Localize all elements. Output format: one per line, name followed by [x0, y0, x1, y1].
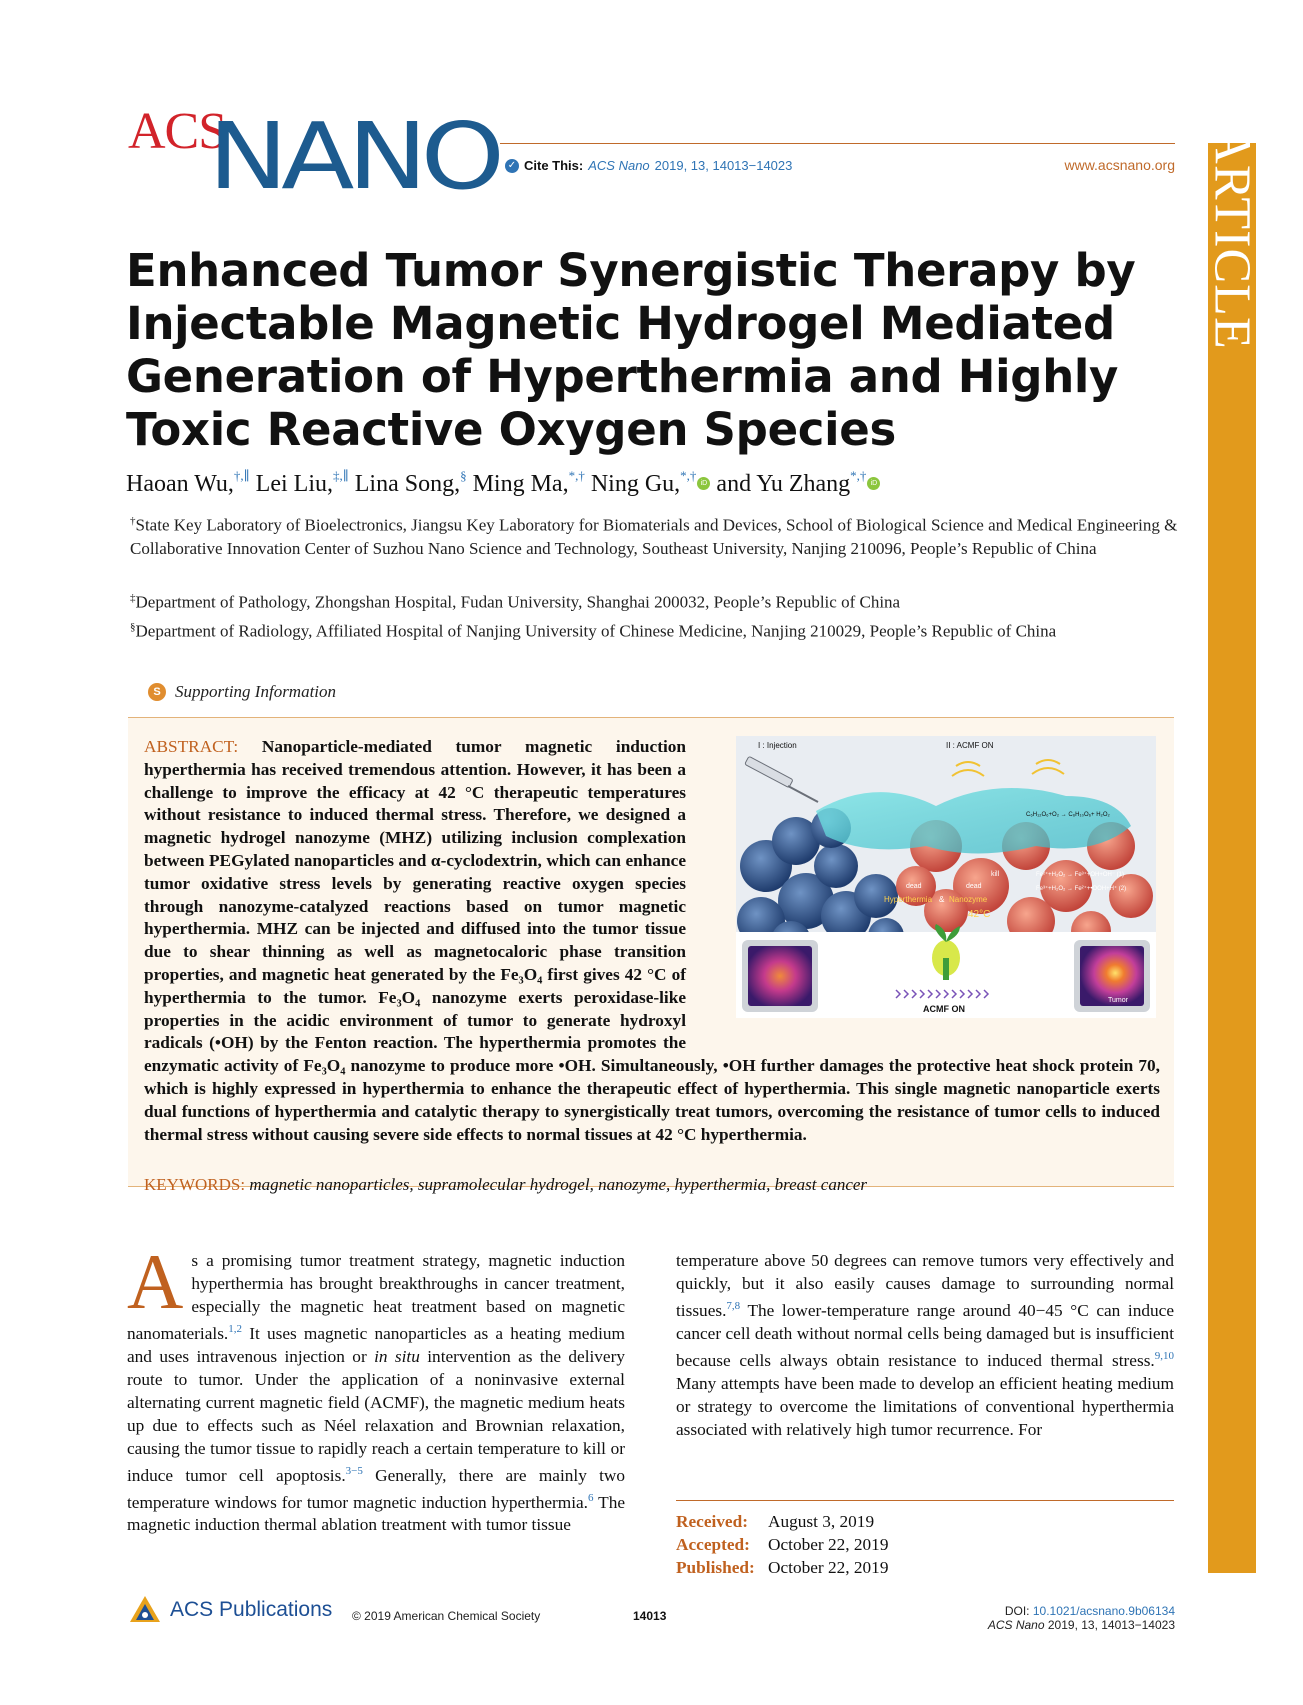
- date-label: Published:: [676, 1558, 755, 1577]
- body-text: intervention as the delivery route to tumor. Under the application of a noninvasive external alternating current magnetic field (ACMF), the magnetic medium heats up due to effects such as Néel relaxation and Brownian relaxation, causing the tumor tissue to rapidly reach a certain temperature to kill or induce tumor cell apoptosis.: [127, 1346, 625, 1485]
- affiliation-1: [130, 510, 1180, 560]
- abstract-graphic[interactable]: [736, 736, 1156, 1018]
- figure-label-acmf-on: ACMF ON: [923, 1004, 965, 1014]
- supporting-info-label[interactable]: Supporting Information: [175, 682, 337, 701]
- figure-equation-glucose: C₆H₁₂O₆+O₂ → C₆H₁₀O₆+ H₂O₂: [1026, 812, 1110, 818]
- article-dates: [676, 1510, 888, 1579]
- author-affiliation-mark[interactable]: *,†: [568, 468, 585, 483]
- acs-seal-icon: [128, 1594, 162, 1626]
- fe3o4-formula: Fe₃O₄: [500, 964, 543, 984]
- body-text: It uses magnetic nanoparticles as a heating medium and uses intravenous injection or: [127, 1323, 625, 1366]
- abstract-p1: Nanoparticle-mediated tumor magnetic induction hyperthermia has received tremendous attention. However, it has been a challenge to improve the efficacy at 42 °C therapeutic temperatures without resistance to induced thermal stress. Therefore, we designed a magnetic hydrogel nanozyme (MHZ) utilizing inclusion complexation between PEGylated nanoparticles and α-cyclodextrin, which can enhance tumor oxidative stress levels by generating reactive oxygen species through nanozyme-catalyzed reactions based on tumor magnetic hyperthermia. MHZ can be injected and diffused into the tumor tissue due to shear thinning as well as magnetocaloric phase transition properties, and magnetic heat generated by the: [144, 737, 687, 984]
- doi-link[interactable]: 10.1021/acsnano.9b06134: [1032, 1604, 1175, 1618]
- date-value: October 22, 2019: [768, 1558, 889, 1577]
- figure-label-dead: dead: [906, 883, 922, 890]
- author-affiliation-mark[interactable]: †,∥: [233, 468, 250, 483]
- reference-link[interactable]: 3−5: [345, 1464, 363, 1477]
- doi-block: [988, 1604, 1175, 1632]
- date-label: Received:: [676, 1512, 748, 1531]
- cite-journal[interactable]: ACS Nano: [588, 158, 650, 173]
- author-affiliation-mark[interactable]: §: [460, 468, 467, 483]
- paper-title: Enhanced Tumor Synergistic Therapy by Injectable Magnetic Hydrogel Mediated Generation of Hyperthermia and Highly Toxic Reactive Oxygen Species: [126, 244, 1136, 456]
- author-name: Yu Zhang: [756, 471, 851, 497]
- affiliation-mark: §: [130, 621, 136, 633]
- cite-details[interactable]: 2019, 13, 14013−14023: [654, 158, 793, 173]
- figure-label-amp: &: [939, 895, 945, 904]
- abstract-label: ABSTRACT:: [144, 737, 239, 756]
- body-italic: in situ: [374, 1346, 420, 1366]
- figure-equation-2: Fe³⁺+H₂O₂ → Fe²⁺+•OOH+H⁺ (2): [1036, 886, 1127, 892]
- reference-link[interactable]: 1,2: [228, 1323, 242, 1335]
- figure-label-injection: I : Injection: [758, 741, 797, 750]
- doi-label: DOI:: [1004, 1604, 1030, 1618]
- author-affiliation-mark[interactable]: *,†: [850, 468, 867, 483]
- body-text: temperature above 50 degrees can remove tumors very effectively and quickly, but it also easily causes damage to surrounding normal tissues.: [676, 1251, 1174, 1320]
- date-value: August 3, 2019: [768, 1512, 875, 1531]
- drop-cap: A: [127, 1238, 184, 1325]
- figure-label-kill: kill: [991, 871, 1000, 878]
- header-rule: [500, 143, 1175, 144]
- figure-label-dead: dead: [966, 883, 982, 890]
- affiliation-text: Department of Radiology, Affiliated Hospital of Nanjing University of Chinese Medicine, Nanjing 210029, People’s Republic of China: [135, 621, 1057, 641]
- affiliation-3: [130, 616, 1180, 643]
- fe3o4-formula: Fe₃O₄: [303, 1056, 346, 1076]
- reference-link[interactable]: 9,10: [1154, 1349, 1174, 1362]
- figure-label-acmf: II : ACMF ON: [946, 741, 994, 750]
- cite-this[interactable]: [505, 158, 792, 173]
- supporting-information-link[interactable]: [148, 682, 336, 702]
- abstract-p2: first gives 42 °C of hyperthermia to the tumor.: [144, 964, 686, 1007]
- abstract-p4: nanozyme to produce more •OH. Simultaneously, •OH further damages the protective heat shock protein 70, which is highly expressed in hyperthermia to enhance the therapeutic effect of hyperthermia. This single magnetic nanoparticle exerts dual functions of hyperthermia and catalytic therapy to synergistically treat tumors, overcoming the resistance of tumor cells to induced thermal stress without causing severe side effects to normal tissues at 42 °C hyperthermia.: [144, 1056, 1161, 1144]
- author-affiliation-mark[interactable]: ‡,∥: [332, 468, 349, 483]
- supporting-info-icon: S: [148, 683, 166, 701]
- affiliation-text: Department of Pathology, Zhongshan Hospital, Fudan University, Shanghai 200032, People’s Republic of China: [135, 592, 901, 612]
- body-text: The lower-temperature range around 40−45 °C can induce cancer cell death without normal cells being damaged but is insufficient because cells always obtain resistance to induced thermal stress.: [676, 1300, 1174, 1370]
- orcid-icon[interactable]: iD: [867, 477, 880, 490]
- logo-acs-text: ACS: [128, 103, 227, 160]
- reference-link[interactable]: 6: [588, 1491, 594, 1504]
- author-name: Lei Liu,: [255, 471, 333, 497]
- author-name: Ming Ma,: [472, 471, 569, 497]
- keywords-value: magnetic nanoparticles, supramolecular hydrogel, nanozyme, hyperthermia, breast cancer: [249, 1175, 868, 1194]
- body-text: Many attempts have been made to develop an efficient heating medium or strategy to overcome the limitations of conventional hyperthermia associated with relatively high tumor recurrence. For: [676, 1373, 1174, 1439]
- body-text: s a promising tumor treatment strategy, magnetic induction hyperthermia has brought breakthroughs in cancer treatment, especially the magnetic heat treatment based on magnetic nanomaterials.: [127, 1251, 625, 1343]
- figure-label-hyperthermia: Hyperthermia: [884, 895, 933, 904]
- author-affiliation-mark[interactable]: *,†: [680, 468, 697, 483]
- site-url-link[interactable]: www.acsnano.org: [1064, 157, 1175, 173]
- reference-link[interactable]: 7,8: [726, 1300, 741, 1312]
- footer-journal: ACS Nano: [987, 1618, 1045, 1632]
- date-value: October 22, 2019: [768, 1535, 889, 1554]
- fe3o4-formula: Fe₃O₄: [378, 987, 421, 1007]
- figure-label-nanozyme: Nanozyme: [949, 895, 988, 904]
- hydrogel-layer: [816, 788, 1131, 854]
- dates-rule: [676, 1500, 1174, 1501]
- cite-label: Cite This:: [524, 158, 584, 173]
- acs-publications-logo[interactable]: [128, 1594, 332, 1626]
- page-number: 14013: [633, 1609, 667, 1623]
- side-tab-label: ARTICLE: [1203, 126, 1261, 350]
- figure-label-tumor: Tumor: [1108, 997, 1128, 1004]
- journal-line: [988, 1618, 1175, 1632]
- authors-and: and: [716, 471, 752, 497]
- date-row-published: [676, 1556, 888, 1579]
- orcid-icon[interactable]: iD: [697, 477, 710, 490]
- affiliation-2: [130, 587, 1180, 614]
- body-left-column: [127, 1238, 626, 1536]
- copyright: © 2019 American Chemical Society: [352, 1609, 541, 1623]
- body-text: Generally, there are mainly two temperature windows for tumor magnetic induction hyperthermia.: [127, 1465, 626, 1512]
- figure-label-temperature: 42°C: [968, 909, 991, 920]
- author-name: Haoan Wu,: [126, 471, 234, 497]
- affiliation-mark: †: [130, 515, 136, 527]
- keywords: [144, 1175, 867, 1195]
- affiliation-text: State Key Laboratory of Bioelectronics, Jiangsu Key Laboratory for Biomaterials and Devices, School of Biological Science and Medical Engineering & Collaborative Innovation Center of Suzhou Nano Science and Technology, Southeast University, Nanjing 210096, People’s Republic of China: [130, 515, 1178, 558]
- affiliation-mark: ‡: [130, 592, 136, 604]
- acs-nano-logo: [128, 98, 500, 192]
- body-text: The magnetic induction thermal ablation treatment with tumor tissue: [127, 1492, 626, 1535]
- keywords-label: KEYWORDS:: [144, 1175, 246, 1194]
- author-name: Ning Gu,: [590, 471, 681, 497]
- author-name: Lina Song,: [354, 471, 461, 497]
- abstract-p3: nanozyme exerts peroxidase-like properties in the acidic environment of tumor to generate hydroxyl radicals (•OH) by the Fenton reaction. The hyperthermia promotes the enzymatic activity of: [144, 987, 686, 1076]
- thermal-image-before: [748, 946, 812, 1006]
- date-label: Accepted:: [676, 1535, 750, 1554]
- publisher-name: ACS Publications: [170, 1598, 333, 1621]
- article-side-tab: [1203, 126, 1261, 1573]
- date-row-received: [676, 1510, 888, 1533]
- author-list: [126, 468, 880, 498]
- body-right-column: [676, 1249, 1174, 1441]
- logo-nano-text: NANO: [208, 103, 500, 192]
- checkmark-icon: ✓: [505, 159, 519, 173]
- figure-equation-1: Fe²⁺+H₂O₂ → Fe³⁺+OH+OH⁻ (1): [1036, 872, 1125, 878]
- date-row-accepted: [676, 1533, 888, 1556]
- footer-journal-details: 2019, 13, 14013−14023: [1047, 1618, 1175, 1632]
- doi-line: [988, 1604, 1175, 1618]
